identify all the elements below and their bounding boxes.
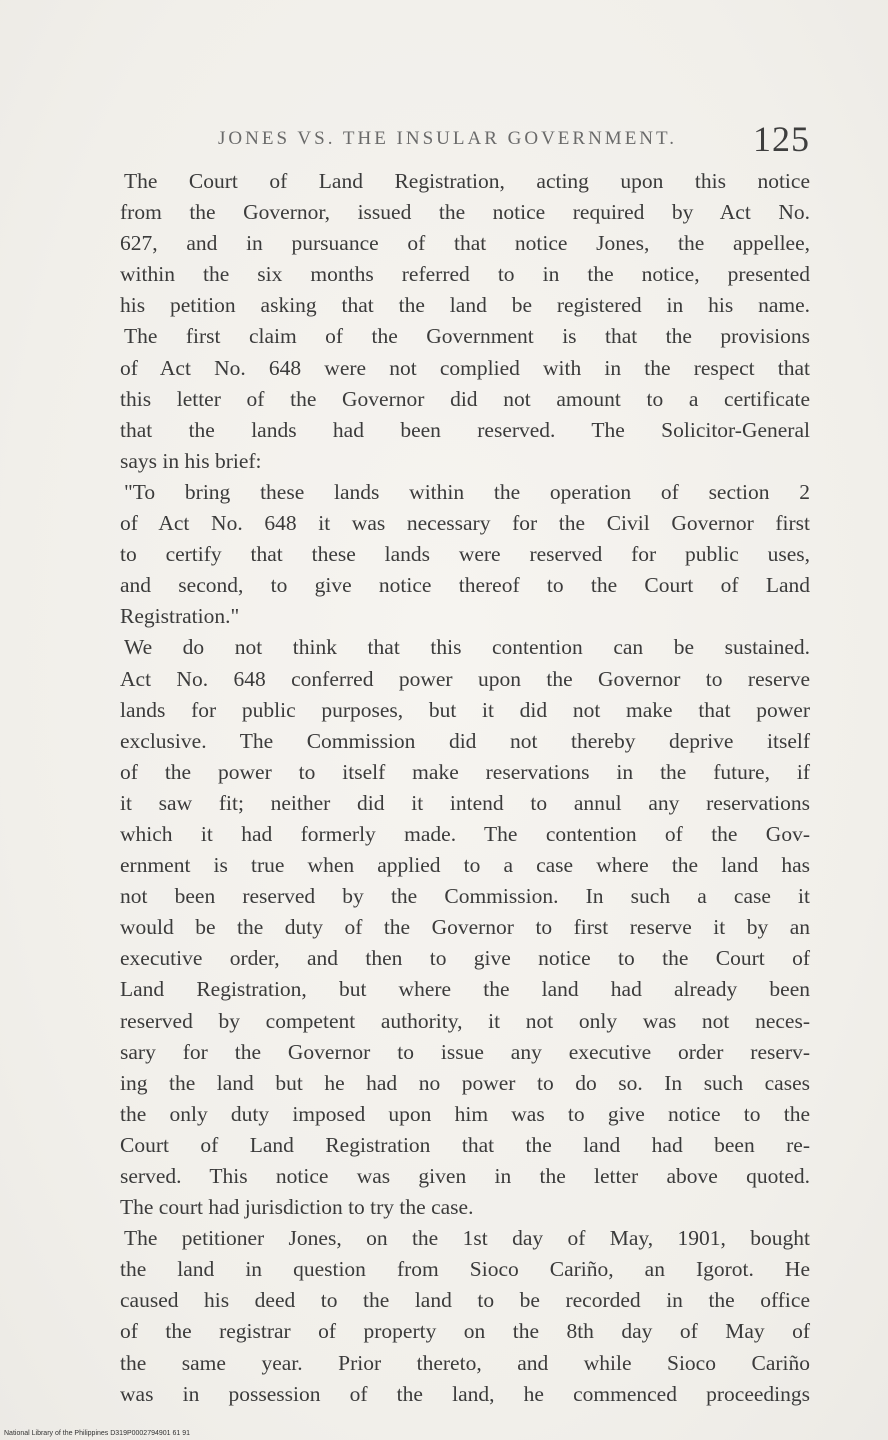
text-line: within the six months referred to in the notice, presented — [120, 262, 810, 287]
text-line: Act No. 648 conferred power upon the Governor to reserve — [120, 666, 810, 691]
text-line: not been reserved by the Commission. In such a case it — [120, 884, 810, 909]
running-title: JONES VS. THE INSULAR GOVERNMENT. — [218, 128, 677, 149]
text-line: the same year. Prior thereto, and while Sioco Cariño — [120, 1350, 810, 1375]
scan-footer: National Library of the Philippines D319P0002794901 61 91 — [4, 1430, 191, 1437]
text-line: The petitioner Jones, on the 1st day of May, 1901, bought — [124, 1226, 810, 1251]
text-line: it saw fit; neither did it intend to annul any reservations — [120, 790, 810, 815]
text-line: of the registrar of property on the 8th day of May of — [120, 1319, 810, 1344]
text-line: "To bring these lands within the operation of section 2 — [124, 479, 810, 504]
text-line: Court of Land Registration that the land had been re- — [120, 1132, 810, 1157]
text-line: the land in question from Sioco Cariño, an Igorot. He — [120, 1257, 810, 1282]
running-head — [120, 118, 810, 158]
text-line: of Act No. 648 it was necessary for the Civil Governor first — [120, 511, 810, 536]
text-line: ing the land but he had no power to do so. In such cases — [120, 1070, 810, 1095]
body-text — [120, 166, 810, 1410]
text-line: The first claim of the Government is that the provisions — [124, 324, 810, 349]
text-line: this letter of the Governor did not amount to a certificate — [120, 386, 810, 411]
text-line: sary for the Governor to issue any executive order reserv- — [120, 1039, 810, 1064]
text-line: his petition asking that the land be registered in his name. — [120, 293, 810, 318]
text-line: and second, to give notice thereof to the Court of Land — [120, 573, 810, 598]
text-line: We do not think that this contention can be sustained. — [124, 635, 810, 660]
text-line: Registration." — [120, 604, 240, 629]
text-line: 627, and in pursuance of that notice Jones, the appellee, — [120, 231, 810, 256]
text-line: to certify that these lands were reserved for public uses, — [120, 542, 810, 567]
text-line: says in his brief: — [120, 448, 262, 473]
text-line: lands for public purposes, but it did not make that power — [120, 697, 810, 722]
text-line: Land Registration, but where the land had already been — [120, 977, 810, 1002]
text-line: ernment is true when applied to a case where the land has — [120, 853, 810, 878]
text-line: The court had jurisdiction to try the case. — [120, 1195, 474, 1220]
text-line: the only duty imposed upon him was to give notice to the — [120, 1101, 810, 1126]
text-line: which it had formerly made. The contention of the Gov- — [120, 821, 810, 846]
text-line: exclusive. The Commission did not thereby deprive itself — [120, 728, 810, 753]
text-line: reserved by competent authority, it not only was not neces- — [120, 1008, 810, 1033]
text-line: of the power to itself make reservations in the future, if — [120, 759, 810, 784]
text-line: of Act No. 648 were not complied with in the respect that — [120, 355, 810, 380]
text-line: was in possession of the land, he commenced proceedings — [120, 1381, 810, 1406]
text-line: from the Governor, issued the notice required by Act No. — [120, 200, 810, 225]
text-line: would be the duty of the Governor to first reserve it by an — [120, 915, 810, 940]
text-line: caused his deed to the land to be recorded in the office — [120, 1288, 810, 1313]
text-line: executive order, and then to give notice to the Court of — [120, 946, 810, 971]
text-line: served. This notice was given in the letter above quoted. — [120, 1164, 810, 1188]
text-line: The Court of Land Registration, acting upon this notice — [124, 169, 810, 193]
page-number: 125 — [753, 119, 810, 159]
text-line: that the lands had been reserved. The Solicitor-General — [120, 417, 810, 442]
